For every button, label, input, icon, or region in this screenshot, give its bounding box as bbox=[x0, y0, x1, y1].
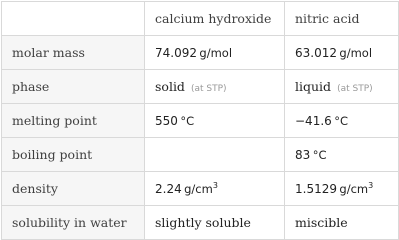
cell-value: 63.012 bbox=[295, 45, 337, 60]
corner-cell bbox=[2, 2, 145, 36]
cell-unit: °C bbox=[180, 113, 195, 128]
cell-value: miscible bbox=[295, 215, 348, 230]
row-label-melting-point: melting point bbox=[2, 104, 145, 138]
solubility-nitric-acid bbox=[285, 206, 399, 240]
header-row bbox=[2, 2, 399, 36]
row-label-molar-mass: molar mass bbox=[2, 36, 145, 70]
cell-note: (at STP) bbox=[337, 84, 373, 94]
phase-nitric-acid bbox=[285, 70, 399, 104]
cell-unit-exponent: 3 bbox=[212, 181, 218, 190]
column-header-nitric-acid: nitric acid bbox=[285, 2, 399, 36]
cell-value: 2.24 bbox=[155, 182, 182, 196]
row-label-phase: phase bbox=[2, 70, 145, 104]
cell-unit: °C bbox=[334, 113, 348, 128]
cell-unit: g/mol bbox=[339, 45, 373, 60]
cell-value: liquid bbox=[295, 79, 332, 94]
table-row bbox=[2, 70, 399, 104]
cell-note: (at STP) bbox=[190, 84, 227, 94]
boiling-point-nitric-acid bbox=[285, 138, 399, 172]
cell-unit: g/cm bbox=[184, 182, 213, 196]
row-label-density: density bbox=[2, 172, 145, 206]
cell-value: 74.092 bbox=[155, 45, 197, 60]
cell-value: slightly soluble bbox=[155, 215, 251, 230]
cell-value: solid bbox=[155, 79, 185, 94]
cell-unit: g/mol bbox=[199, 45, 233, 60]
cell-unit-exponent: 3 bbox=[368, 181, 374, 190]
cell-value: 1.5129 bbox=[295, 182, 337, 196]
cell-unit: °C bbox=[312, 147, 327, 162]
row-label-solubility-in-water: solubility in water bbox=[2, 206, 145, 240]
cell-value: −41.6 bbox=[295, 113, 332, 128]
molar-mass-calcium-hydroxide bbox=[145, 36, 285, 70]
melting-point-nitric-acid bbox=[285, 104, 399, 138]
cell-value: 83 bbox=[295, 147, 311, 162]
cell-unit: g/cm bbox=[339, 182, 369, 196]
table-row bbox=[2, 104, 399, 138]
table-row bbox=[2, 138, 399, 172]
row-label-boiling-point: boiling point bbox=[2, 138, 145, 172]
comparison-table bbox=[1, 1, 399, 240]
table-row bbox=[2, 172, 399, 206]
solubility-calcium-hydroxide bbox=[145, 206, 285, 240]
column-header-calcium-hydroxide: calcium hydroxide bbox=[145, 2, 285, 36]
cell-value: 550 bbox=[155, 113, 178, 128]
melting-point-calcium-hydroxide bbox=[145, 104, 285, 138]
table-row bbox=[2, 206, 399, 240]
density-calcium-hydroxide bbox=[145, 172, 285, 206]
phase-calcium-hydroxide bbox=[145, 70, 285, 104]
table-row bbox=[2, 36, 399, 70]
boiling-point-calcium-hydroxide bbox=[145, 138, 285, 172]
density-nitric-acid bbox=[285, 172, 399, 206]
molar-mass-nitric-acid bbox=[285, 36, 399, 70]
